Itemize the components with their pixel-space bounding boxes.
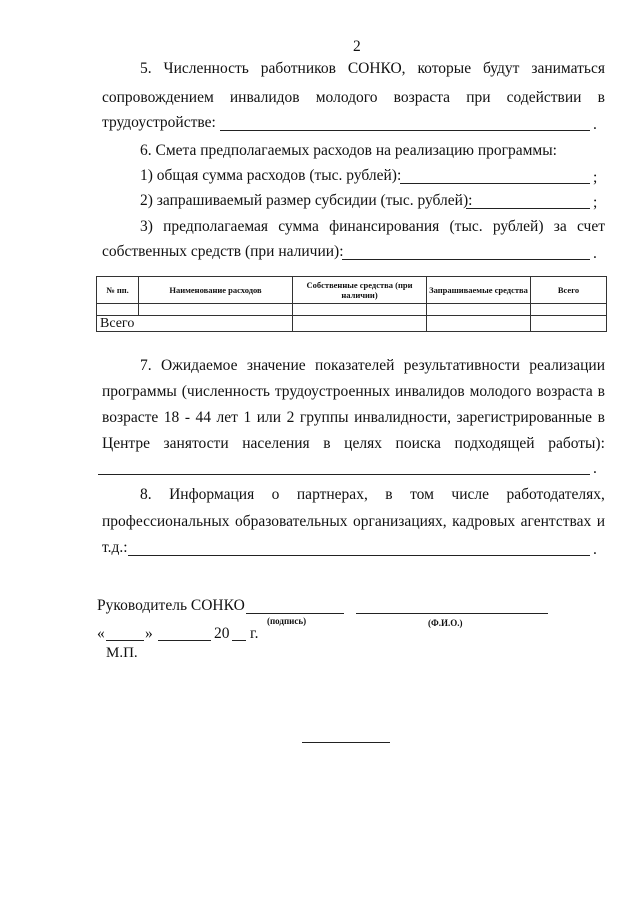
item8-line2 <box>102 513 605 531</box>
word: (численность <box>181 383 270 400</box>
word: том <box>410 486 434 503</box>
word: показателей <box>315 357 395 374</box>
word: в <box>597 383 605 400</box>
table-cell[interactable] <box>427 304 531 316</box>
item6-sub3-line2: собственных средств (при наличии): <box>102 243 344 260</box>
item5-period: . <box>593 116 597 133</box>
item5-blank-line[interactable] <box>220 130 590 131</box>
word: сопровождением <box>102 89 214 106</box>
item8-line3: т.д.: <box>102 539 128 556</box>
item6-sub3-line1 <box>140 218 605 236</box>
table-cell[interactable] <box>97 304 139 316</box>
item7-line3 <box>102 409 605 427</box>
word: финансирования <box>329 218 440 235</box>
word: возраста <box>536 383 593 400</box>
item6-sub1-blank[interactable] <box>400 183 590 184</box>
word: реализации <box>529 357 605 374</box>
word: зарегистрированные <box>456 409 593 426</box>
word: занятости <box>163 435 229 452</box>
item6-sub1-semicolon: ; <box>593 169 598 186</box>
word: инвалидов <box>229 89 300 106</box>
item6-sub2-blank[interactable] <box>466 208 590 209</box>
item6-sub3-period: . <box>593 245 597 262</box>
word: счет <box>576 218 605 235</box>
item8-blank-line[interactable] <box>128 555 590 556</box>
word: Численность <box>163 60 249 77</box>
col-header-expense-name: Наименование расходов <box>139 277 293 304</box>
item5-line1 <box>140 60 605 78</box>
item6-sub2-semicolon: ; <box>593 194 598 211</box>
word: за <box>553 218 567 235</box>
col-header-total: Всего <box>531 277 607 304</box>
word: которые <box>417 60 472 77</box>
word: работы): <box>548 435 605 452</box>
word: и <box>596 513 605 530</box>
word: будут <box>482 60 520 77</box>
word: работодателях, <box>506 486 605 503</box>
item8-period: . <box>593 541 597 558</box>
word: программы <box>102 383 177 400</box>
word: числе <box>451 486 489 503</box>
word: 1 <box>243 409 252 426</box>
word: поиска <box>395 435 441 452</box>
item7-line4 <box>102 435 605 453</box>
word: в <box>597 409 605 426</box>
item7-line1 <box>140 357 605 375</box>
table-cell[interactable] <box>293 316 427 332</box>
col-header-own-funds: Собственные средства (при наличии) <box>293 277 427 304</box>
word: результативности <box>403 357 520 374</box>
date-year-blank[interactable] <box>232 640 246 641</box>
word: заниматься <box>531 60 605 77</box>
word: инвалидности, <box>354 409 451 426</box>
word: 8. <box>140 486 152 503</box>
date-year-suffix: г. <box>250 625 259 642</box>
word: о <box>271 486 280 503</box>
col-header-requested-funds: Запрашиваемые средства <box>427 277 531 304</box>
table-cell[interactable] <box>427 316 531 332</box>
table-header-row <box>97 277 607 304</box>
word: трудоустроенных <box>274 383 391 400</box>
word: партнерах, <box>296 486 368 503</box>
date-month-blank[interactable] <box>158 640 211 641</box>
item6-sub2: 2) запрашиваемый размер субсидии (тыс. рублей): <box>140 192 473 209</box>
item8-line1 <box>140 486 605 504</box>
costs-table <box>96 276 607 332</box>
word: 18 <box>163 409 180 426</box>
item7-period: . <box>593 460 597 477</box>
item5-line2 <box>102 89 605 107</box>
word: группы <box>299 409 349 426</box>
word: организациях, <box>352 513 447 530</box>
word: молодого <box>469 383 532 400</box>
word: подходящей <box>454 435 535 452</box>
item7-line2 <box>102 383 605 401</box>
table-cell[interactable] <box>531 304 607 316</box>
word: Центре <box>102 435 150 452</box>
word: СОНКО, <box>347 60 406 77</box>
word: в <box>323 435 331 452</box>
word: (тыс. <box>449 218 483 235</box>
word: 5. <box>140 60 152 77</box>
word: Ожидаемое <box>160 357 238 374</box>
word: 44 <box>195 409 212 426</box>
full-name-caption: (Ф.И.О.) <box>428 618 463 628</box>
word: или <box>256 409 282 426</box>
table-cell[interactable] <box>139 304 293 316</box>
word: целях <box>344 435 382 452</box>
word: населения <box>242 435 310 452</box>
head-of-org-label: Руководитель СОНКО <box>97 597 245 614</box>
stamp-place-label: М.П. <box>106 645 138 661</box>
table-cell[interactable] <box>531 316 607 332</box>
word: предполагаемая <box>163 218 269 235</box>
word: 2 <box>286 409 295 426</box>
full-name-blank[interactable] <box>356 613 548 614</box>
signature-caption: (подпись) <box>267 616 307 626</box>
word: сумма <box>278 218 319 235</box>
word: содействии <box>506 89 582 106</box>
word: рублей) <box>492 218 544 235</box>
word: 3) <box>140 218 153 235</box>
word: профессиональных <box>102 513 230 530</box>
date-year-prefix: 20 <box>214 625 230 642</box>
word: Информация <box>169 486 255 503</box>
word: образовательных <box>234 513 348 530</box>
word: работников <box>260 60 336 77</box>
signature-blank[interactable] <box>246 613 344 614</box>
word: возрасте <box>102 409 159 426</box>
word: значение <box>246 357 306 374</box>
word: в <box>385 486 393 503</box>
word: - <box>184 409 190 426</box>
date-day-blank[interactable] <box>106 640 144 641</box>
item7-blank-line[interactable] <box>98 474 590 475</box>
word: агентствах <box>520 513 592 530</box>
word: лет <box>216 409 238 426</box>
item6-sub3-blank[interactable] <box>342 259 590 260</box>
col-header-number: № пп. <box>97 277 139 304</box>
table-row <box>97 304 607 316</box>
end-divider <box>302 742 390 743</box>
word: возраста <box>393 89 451 106</box>
table-total-row <box>97 316 607 332</box>
total-row-label: Всего <box>97 316 293 332</box>
word: инвалидов <box>395 383 465 400</box>
page-number: 2 <box>353 38 361 55</box>
table-cell[interactable] <box>293 304 427 316</box>
word: кадровых <box>452 513 516 530</box>
date-close-quote: » <box>145 625 153 642</box>
item5-line3: трудоустройстве: <box>102 114 216 131</box>
item6-heading: 6. Смета предполагаемых расходов на реализацию программы: <box>140 142 557 159</box>
item6-sub1: 1) общая сумма расходов (тыс. рублей): <box>140 167 402 184</box>
date-open-quote: « <box>97 625 105 642</box>
word: в <box>597 89 605 106</box>
word: молодого <box>315 89 378 106</box>
word: 7. <box>140 357 152 374</box>
word: при <box>466 89 491 106</box>
